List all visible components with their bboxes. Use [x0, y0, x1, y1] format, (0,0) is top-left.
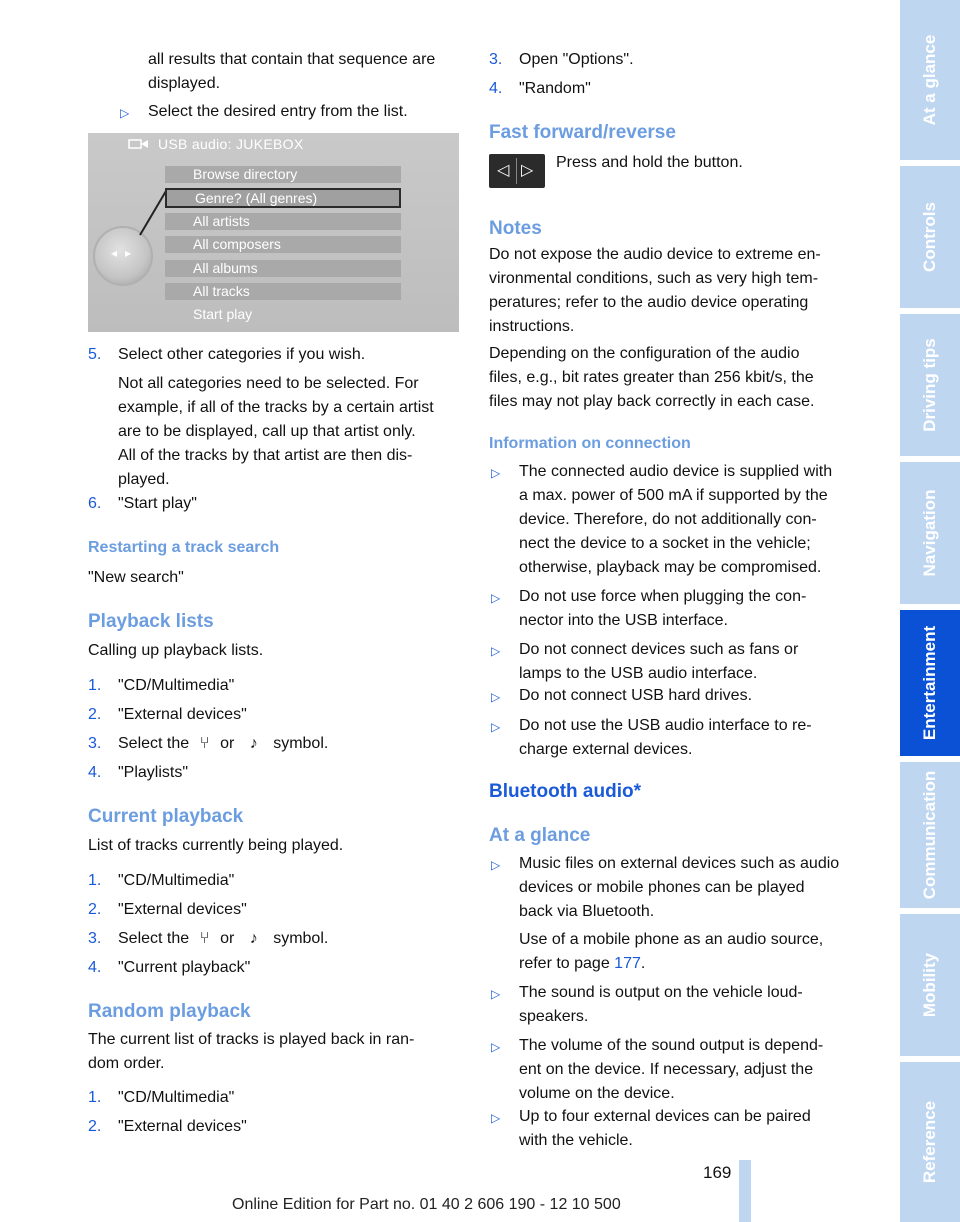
- tab-at-a-glance[interactable]: At a glance: [900, 0, 960, 160]
- bullet-text: nect the device to a socket in the vehicle;: [519, 535, 811, 552]
- bullet-text: Do not use force when plugging the con-: [519, 588, 807, 605]
- step-number: 4.: [489, 80, 503, 97]
- body-text: Depending on the configuration of the audio: [489, 345, 800, 362]
- step-text: Open "Options".: [519, 51, 634, 68]
- reverse-arrow-icon: ◁: [497, 162, 510, 179]
- music-device-symbol-icon: ♪: [249, 930, 258, 947]
- bullet-triangle-icon: ▷: [491, 1040, 501, 1054]
- bullet-select: Select the desired entry from the list.: [148, 103, 408, 120]
- page-marker: [739, 1160, 751, 1222]
- tab-controls[interactable]: Controls: [900, 166, 960, 308]
- forward-arrow-icon: ▷: [521, 162, 534, 179]
- step-text: "CD/Multimedia": [118, 872, 235, 889]
- bullet-text: a max. power of 500 mA if supported by the: [519, 487, 828, 504]
- step-text: "External devices": [118, 1118, 247, 1135]
- tab-navigation[interactable]: Navigation: [900, 462, 960, 604]
- menu-row-composers: All composers: [165, 236, 401, 253]
- step-number: 2.: [88, 901, 102, 918]
- chapter-sidebar: [900, 0, 960, 1222]
- bullet-text: speakers.: [519, 1008, 589, 1025]
- bullet-text: ent on the device. If necessary, adjust the: [519, 1061, 814, 1078]
- bullet-text: charge external devices.: [519, 741, 693, 758]
- step-number: 1.: [88, 872, 102, 889]
- bullet-text: devices or mobile phones can be played: [519, 879, 805, 896]
- bullet-text: Up to four external devices can be paired: [519, 1108, 811, 1125]
- step-text: "External devices": [118, 901, 247, 918]
- body-text: "New search": [88, 569, 184, 586]
- tab-communication[interactable]: Communication: [900, 762, 960, 908]
- page-number: 169: [703, 1163, 732, 1182]
- step-number: 1.: [88, 1089, 102, 1106]
- bullet-text: Music files on external devices such as audio: [519, 855, 840, 872]
- body-text: Calling up playback lists.: [88, 642, 264, 659]
- step-number: 3.: [88, 735, 102, 752]
- step-number: 2.: [88, 1118, 102, 1135]
- bullet-text: The sound is output on the vehicle loud-: [519, 984, 803, 1001]
- step-text: "Start play": [118, 495, 197, 512]
- bullet-text: Do not use the USB audio interface to re-: [519, 717, 812, 734]
- usb-symbol-icon: ⑂: [199, 930, 210, 947]
- step-detail: Not all categories need to be selected. For: [118, 375, 419, 392]
- menu-row-artists: All artists: [165, 213, 401, 230]
- usb-symbol-icon: ⑂: [199, 735, 210, 752]
- section-heading: Fast forward/reverse: [489, 122, 676, 143]
- menu-row-albums: All albums: [165, 260, 401, 277]
- bullet-text: Do not connect USB hard drives.: [519, 687, 753, 704]
- step-number: 6.: [88, 495, 102, 512]
- menu-row-tracks: All tracks: [165, 283, 401, 300]
- bullet-text: otherwise, playback may be compromised.: [519, 559, 822, 576]
- step-text: "External devices": [118, 706, 247, 723]
- menu-row-genre: Genre? (All genres): [165, 188, 401, 208]
- display-screenshot: [88, 133, 459, 332]
- bullet-text: lamps to the USB audio interface.: [519, 665, 758, 682]
- usb-audio-icon: [128, 137, 150, 151]
- section-heading: Information on connection: [489, 435, 691, 452]
- display-title: USB audio: JUKEBOX: [158, 136, 304, 152]
- step-number: 3.: [489, 51, 503, 68]
- step-number: 4.: [88, 764, 102, 781]
- display-header: [88, 133, 459, 155]
- tab-driving-tips[interactable]: Driving tips: [900, 314, 960, 456]
- step-detail: are to be displayed, call up that artist only.: [118, 423, 416, 440]
- fast-forward-reverse-button-icon: [489, 154, 545, 188]
- step-number: 5.: [88, 346, 102, 363]
- step-text: Select the ⑂ or ♪ symbol.: [118, 732, 328, 756]
- bullet-triangle-icon: ▷: [491, 858, 501, 872]
- bullet-text: nector into the USB interface.: [519, 612, 728, 629]
- step-text: Select the ⑂ or ♪ symbol.: [118, 927, 328, 951]
- body-text: Do not expose the audio device to extreme en-: [489, 246, 821, 263]
- body-text: files, e.g., bit rates greater than 256 kbit/s, the: [489, 369, 814, 386]
- tab-entertainment[interactable]: Entertainment: [900, 610, 960, 756]
- bullet-text: The connected audio device is supplied with: [519, 463, 833, 480]
- bullet-triangle-icon: ▷: [491, 720, 501, 734]
- step-number: 1.: [88, 677, 102, 694]
- bullet-text: Do not connect devices such as fans or: [519, 641, 799, 658]
- step-detail: played.: [118, 471, 170, 488]
- footer-text: Online Edition for Part no. 01 40 2 606 190 - 12 10 500: [232, 1196, 621, 1213]
- intro-text: all results that contain that sequence are: [148, 51, 436, 68]
- knob-arrows-icon: ◂▸: [111, 246, 140, 260]
- body-text: instructions.: [489, 318, 575, 335]
- bullet-text: Use of a mobile phone as an audio source,: [519, 931, 824, 948]
- body-text: peratures; refer to the audio device operating: [489, 294, 809, 311]
- bullet-triangle-icon: ▷: [491, 690, 501, 704]
- body-text: List of tracks currently being played.: [88, 837, 344, 854]
- body-text: The current list of tracks is played back in ran-: [88, 1031, 415, 1048]
- step-text: "Playlists": [118, 764, 189, 781]
- step-number: 3.: [88, 930, 102, 947]
- section-heading: At a glance: [489, 825, 591, 846]
- step-number: 4.: [88, 959, 102, 976]
- step-number: 2.: [88, 706, 102, 723]
- menu-row-start-play: Start play: [193, 306, 253, 322]
- bullet-text: device. Therefore, do not additionally con-: [519, 511, 817, 528]
- tab-mobility[interactable]: Mobility: [900, 914, 960, 1056]
- bullet-triangle-icon: ▷: [491, 1111, 501, 1125]
- bullet-triangle-icon: ▷: [491, 466, 501, 480]
- bullet-triangle-icon: ▷: [491, 591, 501, 605]
- bullet-triangle-icon: ▷: [491, 987, 501, 1001]
- bullet-triangle-icon: ▷: [120, 106, 130, 120]
- pointer-line: [138, 189, 168, 239]
- music-device-symbol-icon: ♪: [249, 735, 258, 752]
- section-heading: Restarting a track search: [88, 539, 280, 556]
- section-heading: Bluetooth audio*: [489, 781, 641, 802]
- step-text: "Current playback": [118, 959, 251, 976]
- bullet-text: with the vehicle.: [519, 1132, 633, 1149]
- step-text: "CD/Multimedia": [118, 677, 235, 694]
- bullet-text: refer to page 177.: [519, 955, 646, 972]
- body-text: vironmental conditions, such as very high tem-: [489, 270, 819, 287]
- step-detail: example, if all of the tracks by a certain artist: [118, 399, 434, 416]
- step-text: "Random": [519, 80, 591, 97]
- page-link[interactable]: 177: [614, 955, 641, 972]
- body-text: dom order.: [88, 1055, 165, 1072]
- tab-reference[interactable]: Reference: [900, 1062, 960, 1222]
- bullet-text: volume on the device.: [519, 1085, 675, 1102]
- bullet-text: back via Bluetooth.: [519, 903, 655, 920]
- section-heading: Playback lists: [88, 611, 214, 632]
- body-text: Press and hold the button.: [556, 154, 743, 171]
- bullet-text: The volume of the sound output is depend-: [519, 1037, 824, 1054]
- section-heading: Notes: [489, 218, 542, 239]
- step-detail: All of the tracks by that artist are then dis-: [118, 447, 413, 464]
- bullet-triangle-icon: ▷: [491, 644, 501, 658]
- step-text: "CD/Multimedia": [118, 1089, 235, 1106]
- menu-row-browse: Browse directory: [165, 166, 401, 183]
- step-text: Select other categories if you wish.: [118, 346, 366, 363]
- intro-text-cont: displayed.: [148, 75, 221, 92]
- section-heading: Random playback: [88, 1001, 251, 1022]
- section-heading: Current playback: [88, 806, 244, 827]
- body-text: files may not play back correctly in each case.: [489, 393, 815, 410]
